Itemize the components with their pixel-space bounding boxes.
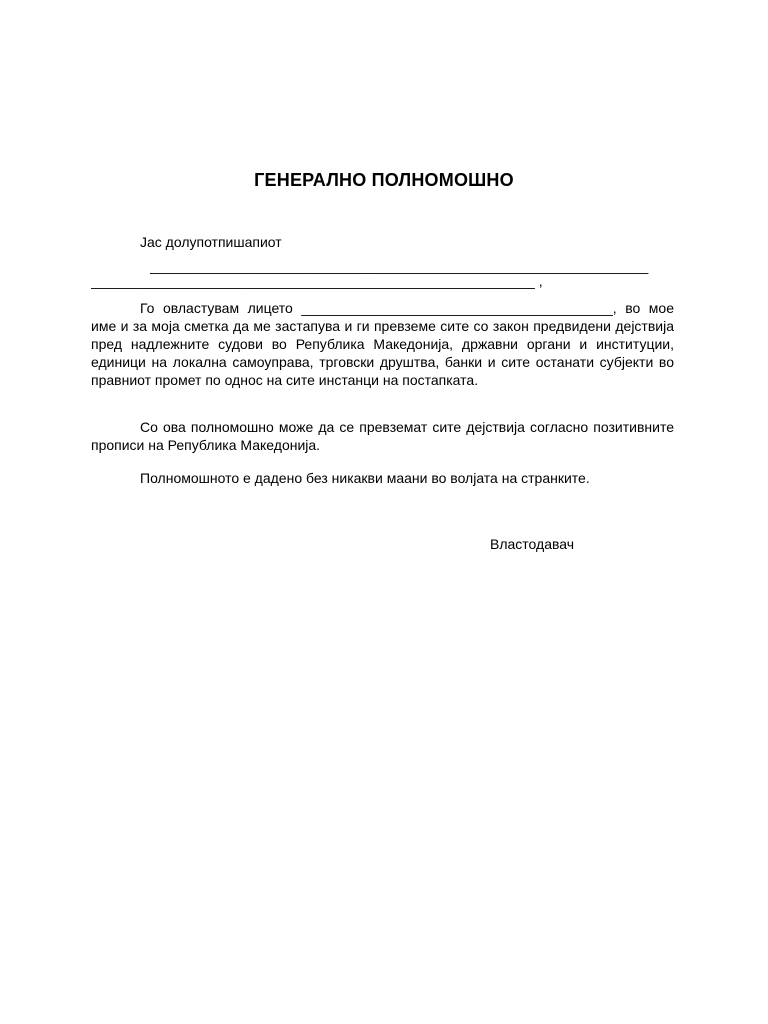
authorization-paragraph: Го овластувам лицето ________________________________________, во мое име и за моја сметка да ме застапува и ги превземе сите со закон предвидени дејствија пред надлежните судови во Република Македонија, државни органи и институции, единици на локална самоуправа, трговски друштва, банки и сите останати субјекти во правниот промет по однос на сите инстанци на постапката. xyxy=(91,300,674,388)
grantor-blank-line-1: ________________________________________________________________ xyxy=(150,258,649,274)
document-title: ГЕНЕРАЛНО ПОЛНОМОШНО xyxy=(254,170,514,190)
free-will-paragraph: Полномошното е дадено без никакви маани во волјата на странките. xyxy=(140,470,590,486)
signature-label: Властодавач xyxy=(490,536,575,552)
intro-line: Јас долупотпишапиот xyxy=(140,234,282,250)
scope-paragraph: Со ова полномошно може да се превземат сите дејствија согласно позитивните прописи на Република Македонија. xyxy=(91,419,674,453)
grantor-blank-line-2: _________________________________________________________ , xyxy=(91,273,543,289)
